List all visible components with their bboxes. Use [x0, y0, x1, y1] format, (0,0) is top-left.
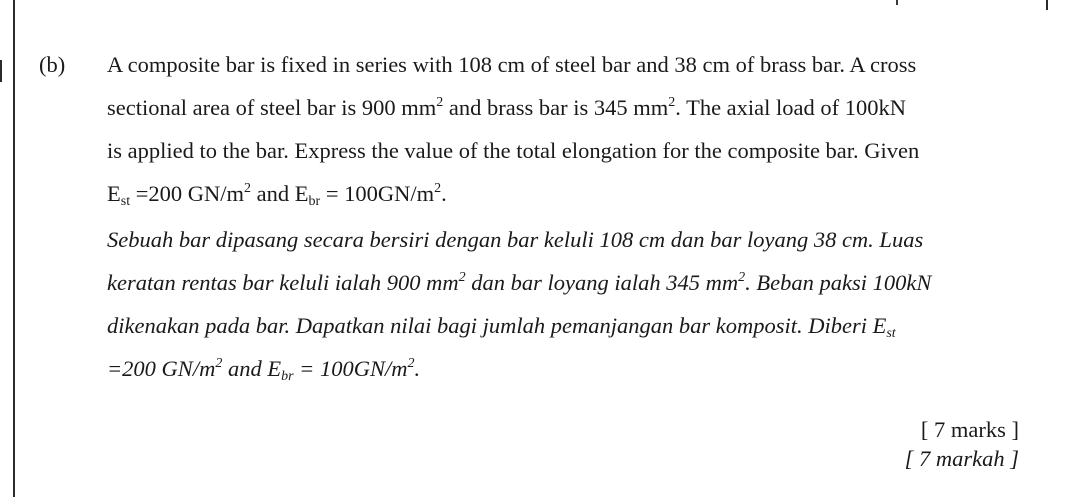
top-edge-mark — [896, 0, 898, 5]
left-margin-rule — [13, 0, 15, 497]
left-edge-mark — [0, 60, 2, 82]
right-edge-mark — [1046, 0, 1048, 10]
malay-line-4: =200 $GN/m^2$ and $E_{br} = 100GN/m^2$. — [107, 356, 421, 384]
english-line-1: A composite bar is fixed in series with 108 cm of steel bar and 38 cm of brass bar. A cross — [107, 52, 917, 77]
english-line-3: is applied to the bar. Express the value of the total elongation for the composite bar. Given — [107, 138, 920, 163]
malay-line-1: Sebuah bar dipasang secara bersiri dengan bar keluli 108 cm dan bar loyang 38 cm. Luas — [107, 227, 924, 252]
marks-malay: [ 7 markah ] — [904, 446, 1019, 471]
english-line-2: sectional area of steel bar is 900 $mm^2$ and brass bar is 345 $mm^2$. The axial load of 100kN — [107, 95, 907, 120]
english-line-4: $E_{st} =200$ $GN/m^2$ and $E_{br} = 100GN/m^2$. — [107, 181, 447, 209]
malay-line-2: keratan rentas bar keluli ialah 900 $mm^2$ dan bar loyang ialah 345 $mm^2$. Beban paksi 100kN — [107, 270, 932, 295]
marks-english: [ 7 marks ] — [920, 417, 1019, 442]
malay-line-3: dikenakan pada bar. Dapatkan nilai bagi jumlah pemanjangan bar komposit. Diberi $E_{st}$ — [107, 313, 896, 341]
question-label: (b) — [39, 52, 66, 77]
